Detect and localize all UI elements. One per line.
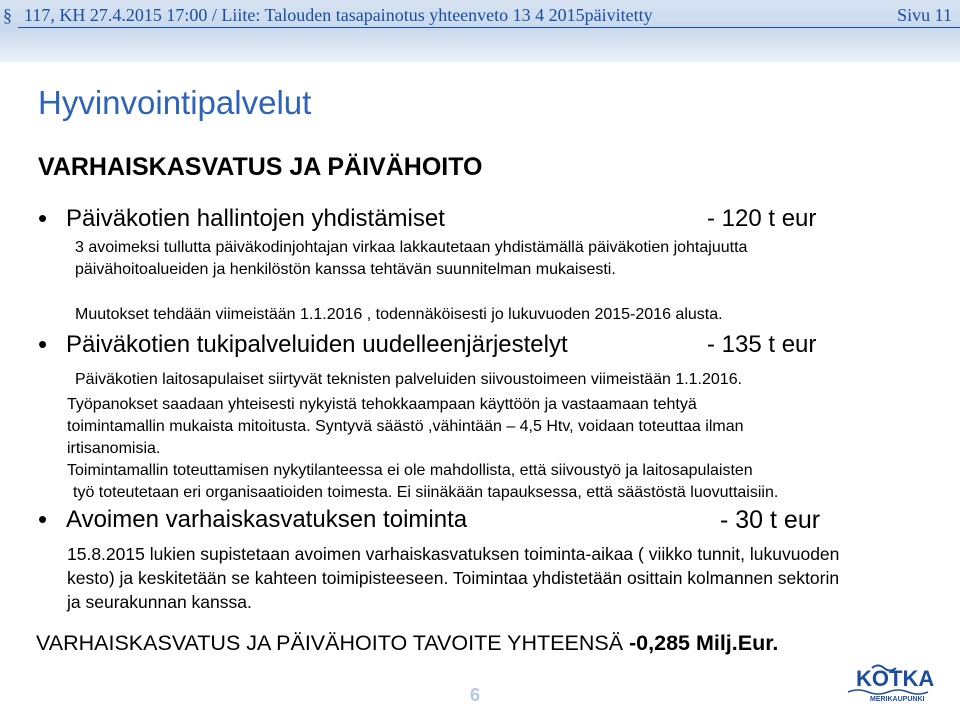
item-amount: - 30 t eur xyxy=(720,506,821,534)
item-amount: - 135 t eur xyxy=(707,331,817,358)
item-amount: - 120 t eur xyxy=(707,205,817,232)
page-number: 6 xyxy=(470,685,481,705)
item-line: työ toteutetaan eri organisaatioiden toimesta. Ei siinäkään tapauksessa, että säästöstä luovuttaisiin. xyxy=(73,484,779,501)
logo-name: KOTKA xyxy=(856,666,935,691)
document-header xyxy=(0,3,952,33)
page-heading: VARHAISKASVATUS JA PÄIVÄHOITO xyxy=(38,153,483,181)
item-line: Muutokset tehdään viimeistään 1.1.2016 , todennäköisesti jo lukuvuoden 2015-2016 alusta. xyxy=(75,306,723,323)
bullet-icon: • xyxy=(38,329,48,359)
item-title: Päiväkotien tukipalveluiden uudelleenjärjestelyt xyxy=(66,331,568,358)
item-title: Päiväkotien hallintojen yhdistämiset xyxy=(66,205,445,232)
header-underline xyxy=(18,27,960,28)
item-line: päivähoitoalueiden ja henkilöstön kanssa tehtävän suunnitelman mukaisesti. xyxy=(75,261,616,278)
bullet-icon: • xyxy=(38,504,48,534)
kotka-logo-graphic xyxy=(838,662,954,704)
bullet-icon: • xyxy=(38,203,48,233)
item-line: 3 avoimeksi tullutta päiväkodinjohtajan virkaa lakkautetaan yhdistämällä päiväkotien johtajuutta xyxy=(75,239,748,256)
item-line: kesto) ja keskitetään se kahteen toimipisteeseen. Toimintaa yhdistetään osittain kolmannen sektorin xyxy=(67,568,840,588)
total-label: VARHAISKASVATUS JA PÄIVÄHOITO TAVOITE YHTEENSÄ xyxy=(36,631,624,655)
page-label: Sivu 11 xyxy=(897,5,952,25)
item-line: Toimintamallin toteuttamisen nykytilanteessa ei ole mahdollista, että siivoustyö ja laitosapulaisten xyxy=(67,462,753,479)
section-symbol: § xyxy=(3,5,12,25)
item-line: Työpanokset saadaan yhteisesti nykyistä tehokkaampaan käyttöön ja vastaamaan tehtyä xyxy=(67,396,697,413)
logo-tagline: MERIKAUPUNKI xyxy=(870,696,925,703)
item-line: ja seurakunnan kanssa. xyxy=(67,592,252,612)
item-line: 15.8.2015 lukien supistetaan avoimen varhaiskasvatuksen toiminta-aikaa ( viikko tunnit, lukuvuoden xyxy=(67,544,840,564)
item-line: irtisanomisia. xyxy=(67,440,161,457)
total-summary xyxy=(36,631,778,656)
meeting-info: 117, KH 27.4.2015 17:00 / Liite: Talouden tasapainotus yhteenveto 13 4 2015päivitetty xyxy=(24,5,653,25)
total-value: -0,285 Milj.Eur. xyxy=(629,631,779,655)
item-line: Päiväkotien laitosapulaiset siirtyvät teknisten palveluiden siivoustoimeen viimeistään 1.1.2016. xyxy=(75,371,743,388)
kotka-logo xyxy=(838,662,954,704)
section-title: Hyvinvointipalvelut xyxy=(38,84,312,121)
item-line: toimintamallin mukaista mitoitusta. Syntyvä säästö ,vähintään – 4,5 Htv, voidaan toteuttaa ilman xyxy=(67,418,744,435)
item-title: Avoimen varhaiskasvatuksen toiminta xyxy=(66,506,468,533)
